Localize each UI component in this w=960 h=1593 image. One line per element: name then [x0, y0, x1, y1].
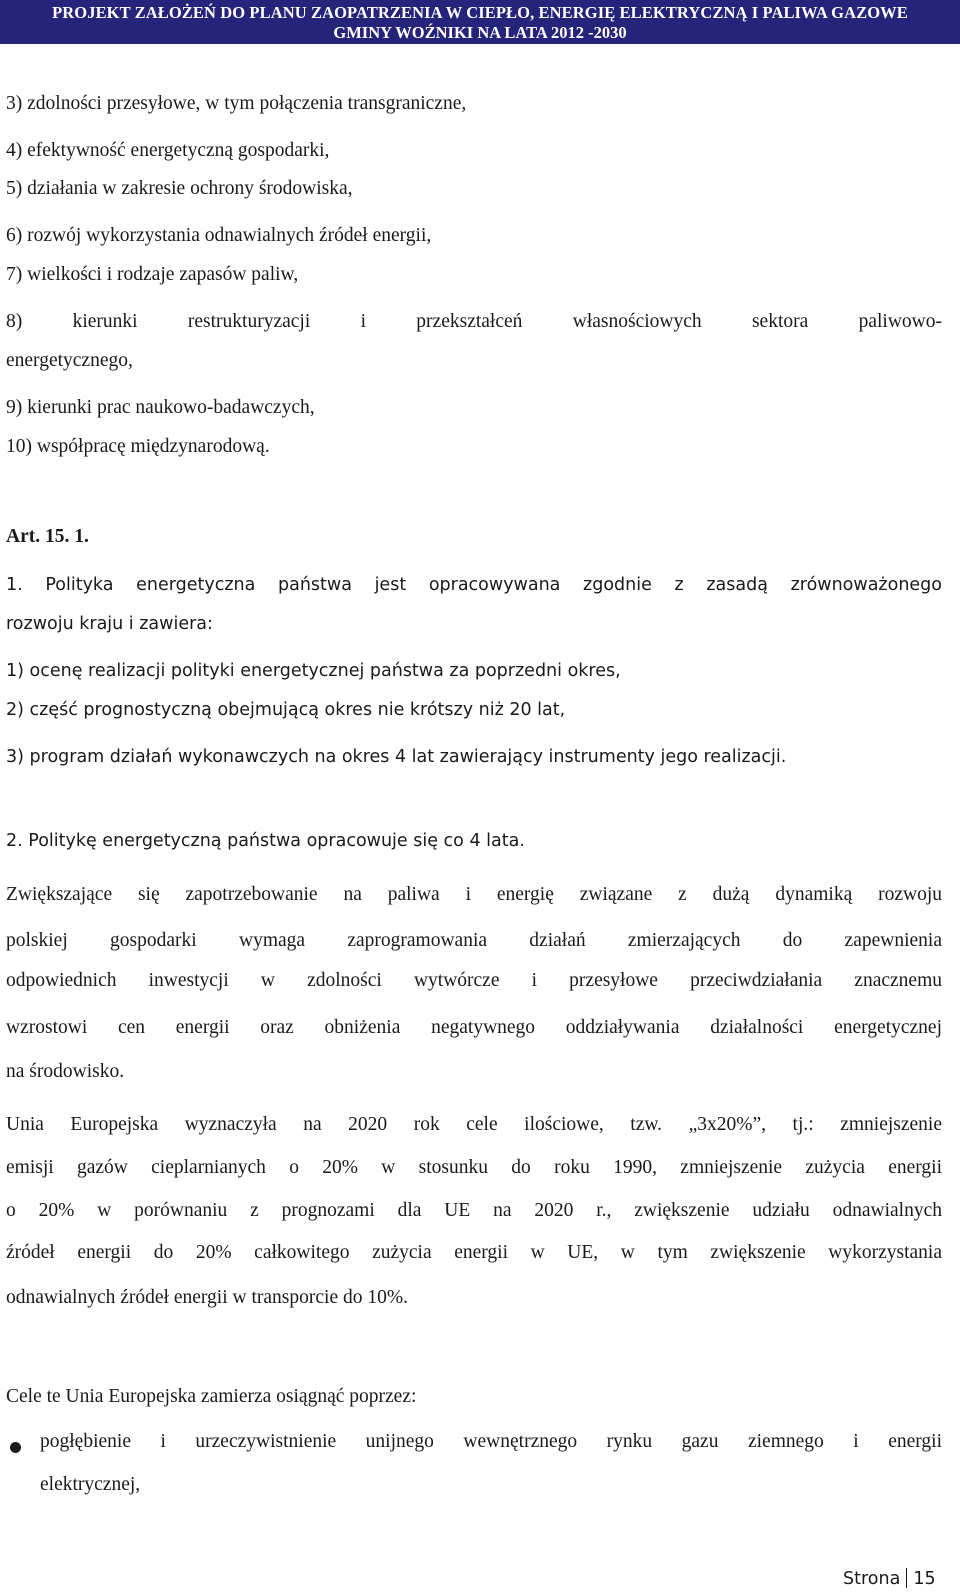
page-number: 15	[913, 1569, 936, 1589]
paragraph-line: źródeł energii do 20% całkowitego zużycia energii w UE, w tym zwiększenie wykorzystania	[6, 1242, 942, 1263]
bullet-item-text: pogłębienie i urzeczywistnienie unijnego wewnętrznego rynku gazu ziemnego i energii	[40, 1431, 942, 1452]
article-paragraph-2: 2. Politykę energetyczną państwa opracowuje się co 4 lata.	[6, 831, 525, 851]
article-item: 2) część prognostyczną obejmującą okres nie krótszy niż 20 lat,	[6, 700, 566, 720]
bullet-item-text-cont: elektrycznej,	[40, 1474, 141, 1495]
paragraph-line: Zwiększające się zapotrzebowanie na paliwa i energię związane z dużą dynamiką rozwoju	[6, 884, 942, 905]
paragraph-line: emisji gazów cieplarnianych o 20% w stosunku do roku 1990, zmniejszenie zużycia energii	[6, 1157, 942, 1178]
page-footer	[843, 1568, 936, 1589]
list-item: 7) wielkości i rodzaje zapasów paliw,	[6, 264, 299, 285]
goals-intro: Cele te Unia Europejska zamierza osiągnąć poprzez:	[6, 1386, 417, 1407]
header-title-line1: PROJEKT ZAŁOŻEŃ DO PLANU ZAOPATRZENIA W CIEPŁO, ENERGIĘ ELEKTRYCZNĄ I PALIWA GAZOWE	[52, 3, 908, 22]
page-header	[0, 0, 960, 44]
list-item-continuation: energetycznego,	[6, 350, 133, 371]
list-item: 3) zdolności przesyłowe, w tym połączenia transgraniczne,	[6, 93, 467, 114]
list-item: 9) kierunki prac naukowo-badawczych,	[6, 397, 315, 418]
list-item: 10) współpracę międzynarodową.	[6, 436, 270, 457]
list-item: 8) kierunki restrukturyzacji i przekształceń własnościowych sektora paliwowo-	[6, 311, 942, 332]
paragraph-line: wzrostowi cen energii oraz obniżenia negatywnego oddziaływania działalności energetycznej	[6, 1017, 942, 1038]
footer-label: Strona	[843, 1569, 901, 1589]
footer-separator	[906, 1568, 907, 1588]
paragraph-line: odnawialnych źródeł energii w transporcie do 10%.	[6, 1287, 408, 1308]
paragraph-line: Unia Europejska wyznaczyła na 2020 rok cele ilościowe, tzw. „3x20%”, tj.: zmniejszenie	[6, 1114, 942, 1135]
article-paragraph-cont: rozwoju kraju i zawiera:	[6, 614, 213, 634]
list-item: 6) rozwój wykorzystania odnawialnych źródeł energii,	[6, 225, 432, 246]
paragraph-line: o 20% w porównaniu z prognozami dla UE na 2020 r., zwiększenie udziału odnawialnych	[6, 1200, 942, 1221]
paragraph-line: odpowiednich inwestycji w zdolności wytwórcze i przesyłowe przeciwdziałania znacznemu	[6, 970, 942, 991]
article-item: 1) ocenę realizacji polityki energetycznej państwa za poprzedni okres,	[6, 661, 621, 681]
article-heading: Art. 15. 1.	[6, 526, 89, 547]
bullet-icon	[10, 1442, 21, 1453]
paragraph-line: polskiej gospodarki wymaga zaprogramowania działań zmierzających do zapewnienia	[6, 930, 942, 951]
article-paragraph: 1. Polityka energetyczna państwa jest opracowywana zgodnie z zasadą zrównoważonego	[6, 575, 942, 595]
list-item: 5) działania w zakresie ochrony środowiska,	[6, 178, 353, 199]
list-item: 4) efektywność energetyczną gospodarki,	[6, 140, 330, 161]
article-item: 3) program działań wykonawczych na okres 4 lat zawierający instrumenty jego realizacji.	[6, 747, 787, 767]
header-title-line2: GMINY WOŹNIKI NA LATA 2012 -2030	[333, 23, 627, 42]
paragraph-line: na środowisko.	[6, 1061, 125, 1082]
